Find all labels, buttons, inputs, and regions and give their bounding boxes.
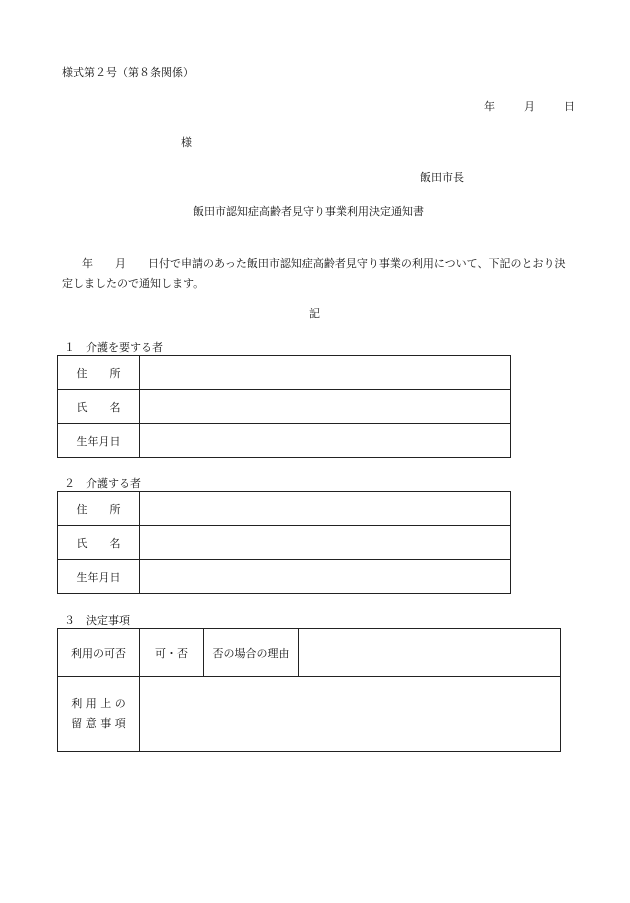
body-year: 年 [82, 257, 93, 270]
caregiver-address-label: 住 所 [58, 492, 140, 526]
address-label: 住 所 [58, 356, 140, 390]
table-row [58, 629, 561, 677]
document-title: 飯田市認知症高齢者見守り事業利用決定通知書 [193, 205, 424, 218]
caregiver-name-label: 氏 名 [58, 526, 140, 560]
section1-heading: １ 介護を要する者 [64, 341, 163, 354]
table-row [58, 390, 511, 424]
caregiver-birthdate-field[interactable] [140, 560, 511, 594]
body-paragraph [62, 254, 572, 294]
caregiver-name-field[interactable] [140, 526, 511, 560]
notes-label [58, 677, 140, 752]
date-day: 日 [564, 100, 575, 113]
notes-label-line1: 利 用 上 の [71, 697, 126, 710]
caregiver-birthdate-label: 生年月日 [58, 560, 140, 594]
table-row [58, 677, 561, 752]
availability-label: 利用の可否 [58, 629, 140, 677]
reason-field[interactable] [299, 629, 561, 677]
notes-field[interactable] [140, 677, 561, 752]
birthdate-field[interactable] [140, 424, 511, 458]
table-row [58, 526, 511, 560]
reason-label: 否の場合の理由 [204, 629, 299, 677]
caregiver-address-field[interactable] [140, 492, 511, 526]
section3-table [57, 628, 561, 752]
availability-options[interactable]: 可・否 [140, 629, 204, 677]
table-row [58, 492, 511, 526]
ki-heading: 記 [309, 307, 320, 320]
date-month: 月 [524, 100, 535, 113]
section3-heading: ３ 決定事項 [64, 614, 130, 627]
notes-label-line2: 留 意 事 項 [71, 717, 126, 730]
issuer: 飯田市長 [420, 171, 464, 184]
body-month: 月 [115, 257, 126, 270]
section2-table [57, 491, 511, 594]
section2-heading: ２ 介護する者 [64, 477, 141, 490]
date-year: 年 [484, 100, 495, 113]
address-field[interactable] [140, 356, 511, 390]
name-label: 氏 名 [58, 390, 140, 424]
name-field[interactable] [140, 390, 511, 424]
table-row [58, 356, 511, 390]
birthdate-label: 生年月日 [58, 424, 140, 458]
table-row [58, 560, 511, 594]
addressee-suffix: 様 [181, 136, 192, 149]
table-row [58, 424, 511, 458]
date-line [484, 100, 575, 114]
body-text: 日付で申請のあった飯田市認知症高齢者見守り事業の利用について、下記のとおり決定しましたので通知します。 [62, 257, 566, 290]
section1-table [57, 355, 511, 458]
form-number: 様式第２号（第８条関係） [62, 66, 194, 79]
